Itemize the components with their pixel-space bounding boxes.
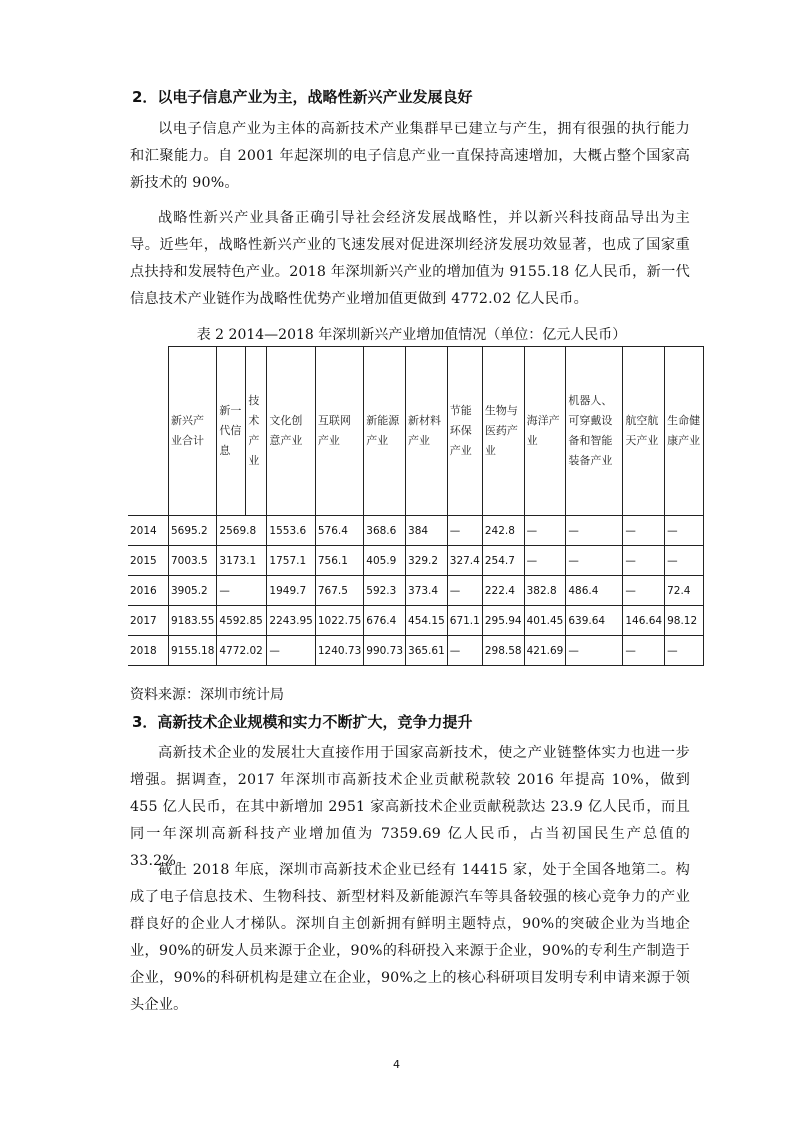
table-cell: 405.9 — [364, 546, 406, 576]
table-row — [128, 516, 704, 546]
table-cell: — — [665, 636, 704, 666]
table-cell: 990.73 — [364, 636, 406, 666]
table-cell: — — [217, 576, 267, 606]
table-cell: 295.94 — [482, 606, 524, 636]
table-cell: 3905.2 — [169, 576, 217, 606]
table-cell: 2569.8 — [217, 516, 267, 546]
header-year — [128, 347, 169, 516]
header-bio-medicine: 生物与医药产业 — [482, 347, 524, 516]
table-cell: 373.4 — [406, 576, 448, 606]
table-cell: 72.4 — [665, 576, 704, 606]
table-row — [128, 636, 704, 666]
table-cell: 254.7 — [482, 546, 524, 576]
header-energy-saving: 节能环保产业 — [447, 347, 482, 516]
header-robotics: 机器人、可穿戴设备和智能装备产业 — [566, 347, 623, 516]
table-cell: — — [623, 636, 665, 666]
table-cell: 7003.5 — [169, 546, 217, 576]
table-cell: 3173.1 — [217, 546, 267, 576]
table-cell: — — [623, 516, 665, 546]
table-cell: 5695.2 — [169, 516, 217, 546]
table-cell: 384 — [406, 516, 448, 546]
table-source: 资料来源：深圳市统计局 — [130, 687, 284, 703]
table-cell-year: 2015 — [128, 546, 169, 576]
industry-value-table — [128, 346, 704, 666]
table-cell: 382.8 — [524, 576, 566, 606]
section-2-heading: 2．以电子信息产业为主，战略性新兴产业发展良好 — [132, 88, 473, 106]
header-culture: 文化创意产业 — [267, 347, 315, 516]
table-cell: 486.4 — [566, 576, 623, 606]
table-cell: — — [566, 516, 623, 546]
table-cell: 401.45 — [524, 606, 566, 636]
table-cell: 222.4 — [482, 576, 524, 606]
section-2-paragraph-1: 以电子信息产业为主体的高新技术产业集群早已建立与产生，拥有很强的执行能力和汇聚能力。自 2001 年起深圳的电子信息产业一直保持高速增加，大概占整个国家高新技术的 90%。 — [130, 121, 690, 191]
header-new-gen-info: 新一代信息 — [217, 347, 246, 516]
header-total: 新兴产业合计 — [169, 347, 217, 516]
table-cell: 146.64 — [623, 606, 665, 636]
table-cell: 242.8 — [482, 516, 524, 546]
table-cell-year: 2017 — [128, 606, 169, 636]
table-header-row — [128, 347, 704, 516]
table-cell: — — [267, 636, 315, 666]
table-cell: 2243.95 — [267, 606, 315, 636]
table-cell: 365.61 — [406, 636, 448, 666]
header-aerospace: 航空航天产业 — [623, 347, 665, 516]
section-3-paragraph-1: 高新技术企业的发展壮大直接作用于国家高新技术，使之产业链整体实力也进一步增强。据调查，2017 年深圳市高新技术企业贡献税款较 2016 年提高 10%，做到 455 亿人民币，在其中新增加 2951 家高新技术企业贡献税款达 23.9 亿人民币，而且同一年深圳高新科技产业增加值为 7359.69 亿人民币，占当初国民生产总值的 33.2%。 — [130, 745, 690, 869]
table-cell: — — [447, 516, 482, 546]
table-cell: 1757.1 — [267, 546, 315, 576]
section-3-paragraph-2: 截止 2018 年底，深圳市高新技术企业已经有 14415 家，处于全国各地第二。构成了电子信息技术、生物科技、新型材料及新能源汽车等具备较强的核心竞争力的产业群良好的企业人才梯队。深圳自主创新拥有鲜明主题特点，90%的突破企业为当地企业，90%的研发人员来源于企业，90%的科研投入来源于企业，90%的专利生产制造于企业，90%的科研机构是建立在企业，90%之上的核心科研项目发明专利申请来源于领头企业。 — [130, 862, 690, 1013]
table-cell: 671.1 — [447, 606, 482, 636]
table-cell: 4772.02 — [217, 636, 267, 666]
table-cell-year: 2016 — [128, 576, 169, 606]
table-cell: — — [447, 636, 482, 666]
header-ocean: 海洋产业 — [524, 347, 566, 516]
table-row — [128, 606, 704, 636]
table-cell: 4592.85 — [217, 606, 267, 636]
table-cell: 676.4 — [364, 606, 406, 636]
table-cell: — — [665, 516, 704, 546]
table-cell: 756.1 — [315, 546, 363, 576]
table-cell: 421.69 — [524, 636, 566, 666]
table-cell: 1022.75 — [315, 606, 363, 636]
table-caption: 表 2 2014—2018 年深圳新兴产业增加值情况（单位：亿元人民币） — [196, 327, 627, 343]
table-cell: 329.2 — [406, 546, 448, 576]
header-tech-industry: 技术产业 — [246, 347, 267, 516]
table-cell-year: 2018 — [128, 636, 169, 666]
table-cell: 368.6 — [364, 516, 406, 546]
table-cell: — — [665, 546, 704, 576]
table-cell: 327.4 — [447, 546, 482, 576]
section-2-paragraph-2: 战略性新兴产业具备正确引导社会经济发展战略性，并以新兴科技商品导出为主导。近些年，战略性新兴产业的飞速发展对促进深圳经济发展功效显著，也成了国家重点扶持和发展特色产业。2018 年深圳新兴产业的增加值为 9155.18 亿人民币，新一代信息技术产业链作为战略性优势产业增加值更做到 4772.02 亿人民币。 — [130, 210, 690, 307]
table-cell: — — [623, 576, 665, 606]
page-number: 4 — [393, 1058, 400, 1071]
table-cell: — — [566, 636, 623, 666]
table-row — [128, 576, 704, 606]
table-cell: — — [623, 546, 665, 576]
header-internet: 互联网产业 — [315, 347, 363, 516]
table-cell: 1240.73 — [315, 636, 363, 666]
table-cell: — — [524, 546, 566, 576]
header-life-health: 生命健康产业 — [665, 347, 704, 516]
table-cell-year: 2014 — [128, 516, 169, 546]
table-cell: — — [524, 516, 566, 546]
table-cell: 9183.55 — [169, 606, 217, 636]
table-body — [128, 516, 704, 666]
table-row — [128, 546, 704, 576]
header-new-energy: 新能源产业 — [364, 347, 406, 516]
table-cell: 1949.7 — [267, 576, 315, 606]
table-cell: — — [566, 546, 623, 576]
table-cell: 9155.18 — [169, 636, 217, 666]
section-3-heading: 3．高新技术企业规模和实力不断扩大，竞争力提升 — [132, 713, 473, 731]
header-new-materials: 新材料产业 — [406, 347, 448, 516]
table-cell: 298.58 — [482, 636, 524, 666]
table-cell: 592.3 — [364, 576, 406, 606]
table-cell: 767.5 — [315, 576, 363, 606]
table-cell: 454.15 — [406, 606, 448, 636]
table-cell: 639.64 — [566, 606, 623, 636]
table-cell: 98.12 — [665, 606, 704, 636]
table-cell: — — [447, 576, 482, 606]
table-cell: 576.4 — [315, 516, 363, 546]
table-cell: 1553.6 — [267, 516, 315, 546]
